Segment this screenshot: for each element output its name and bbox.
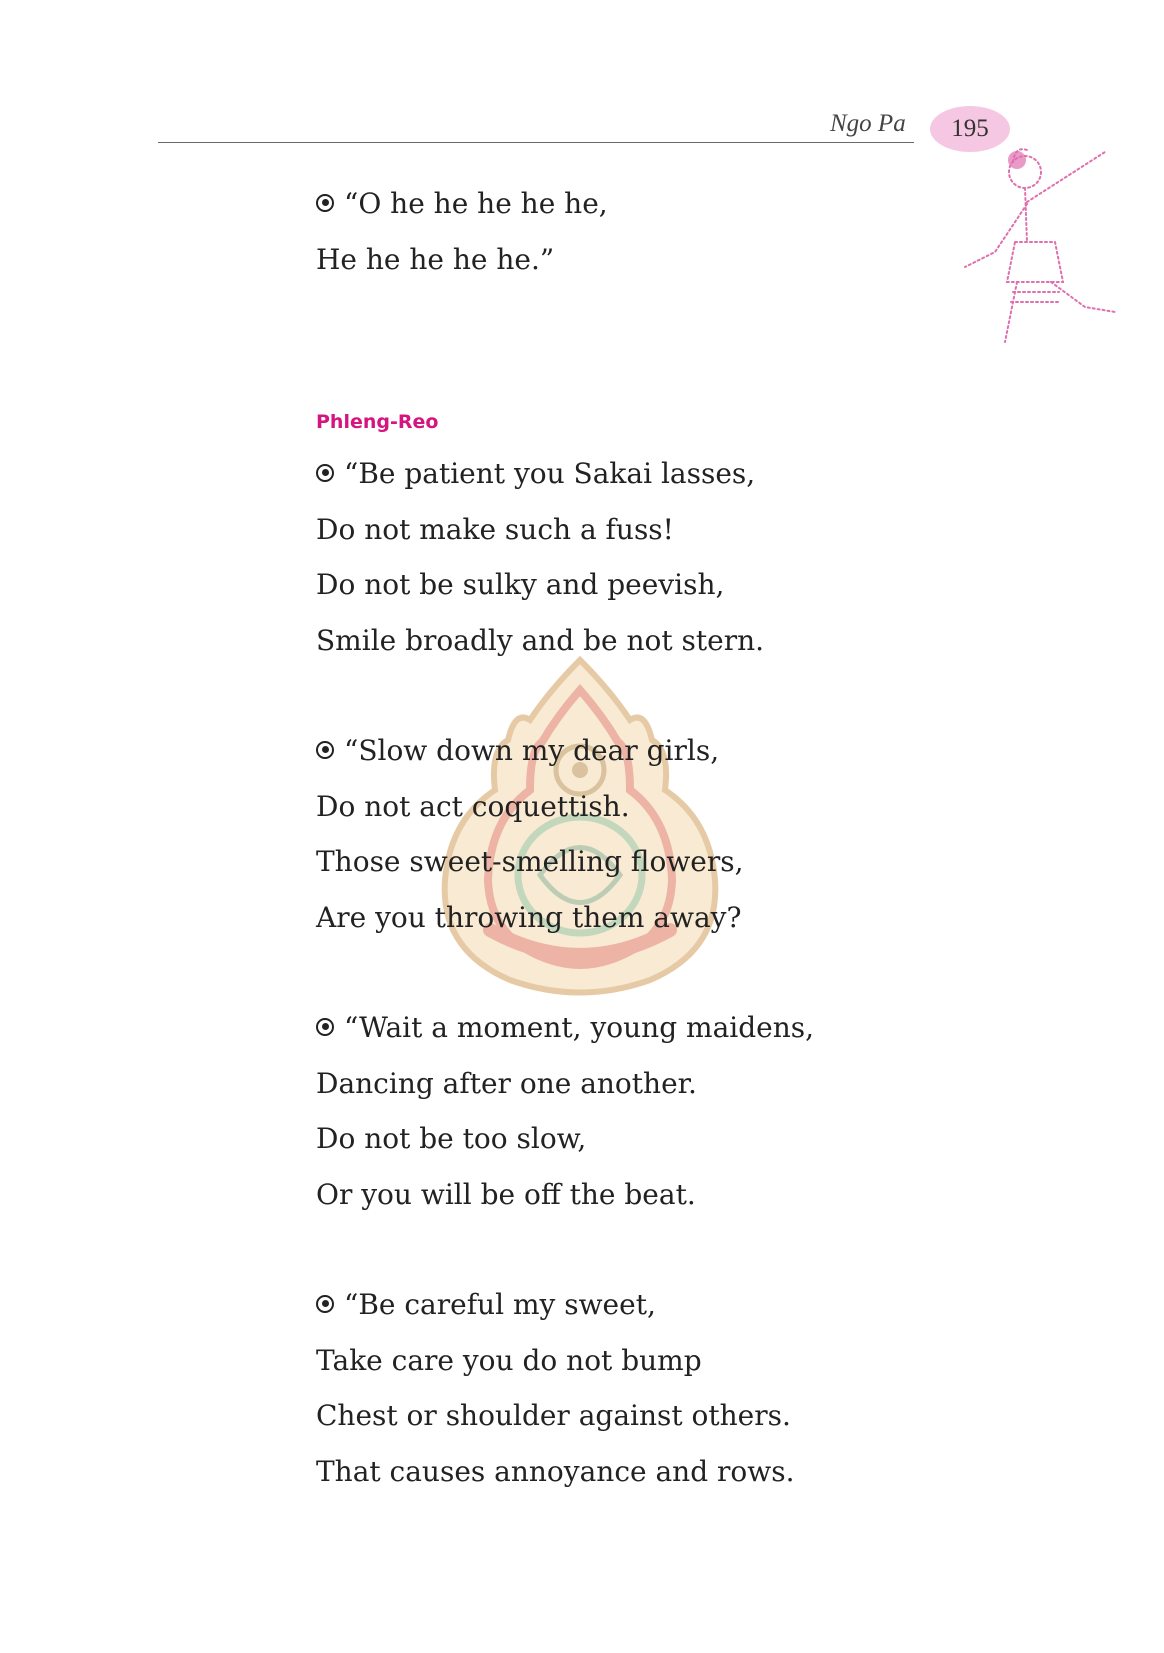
page-number: 195 — [951, 115, 989, 142]
verse-line: Smile broadly and be not stern. — [316, 623, 765, 657]
verse-line: Do not make such a fuss! — [316, 512, 674, 546]
verse-line: “Wait a moment, young maidens, — [316, 1000, 1036, 1056]
verse-line: Dancing after one another. — [316, 1066, 697, 1100]
circled-dot-icon — [316, 194, 334, 212]
verse-line: Chest or shoulder against others. — [316, 1399, 791, 1432]
verse-line: Take care you do not bump — [316, 1343, 702, 1377]
running-title: Ngo Pa — [830, 110, 906, 137]
poem-content — [316, 176, 1036, 1554]
verse-line: Do not be sulky and peevish, — [316, 568, 725, 601]
stanza — [316, 446, 1036, 668]
stanza — [316, 723, 1036, 945]
stanza — [316, 1277, 1036, 1499]
verse-line: Those sweet-smelling flowers, — [316, 845, 744, 878]
verse-line: “Be careful my sweet, — [316, 1277, 1036, 1333]
verse-line: Do not be too slow, — [316, 1122, 587, 1155]
header-rule — [158, 142, 914, 143]
circled-dot-icon — [316, 741, 334, 759]
verse-line: Or you will be off the beat. — [316, 1177, 696, 1211]
verse-line: Do not act coquettish. — [316, 789, 630, 823]
verse-line: “Slow down my dear girls, — [316, 723, 1036, 779]
circled-dot-icon — [316, 1018, 334, 1036]
section-heading: Phleng-Reo — [316, 411, 439, 433]
intro-stanza — [316, 176, 1036, 287]
verse-line: Are you throwing them away? — [316, 900, 742, 934]
verse-line: “Be patient you Sakai lasses, — [316, 446, 1036, 502]
verse-line: That causes annoyance and rows. — [316, 1454, 795, 1488]
verse-line: “O he he he he he, — [316, 176, 1036, 232]
verse-line: He he he he he.” — [316, 242, 555, 276]
circled-dot-icon — [316, 1295, 334, 1313]
circled-dot-icon — [316, 464, 334, 482]
stanza — [316, 1000, 1036, 1222]
